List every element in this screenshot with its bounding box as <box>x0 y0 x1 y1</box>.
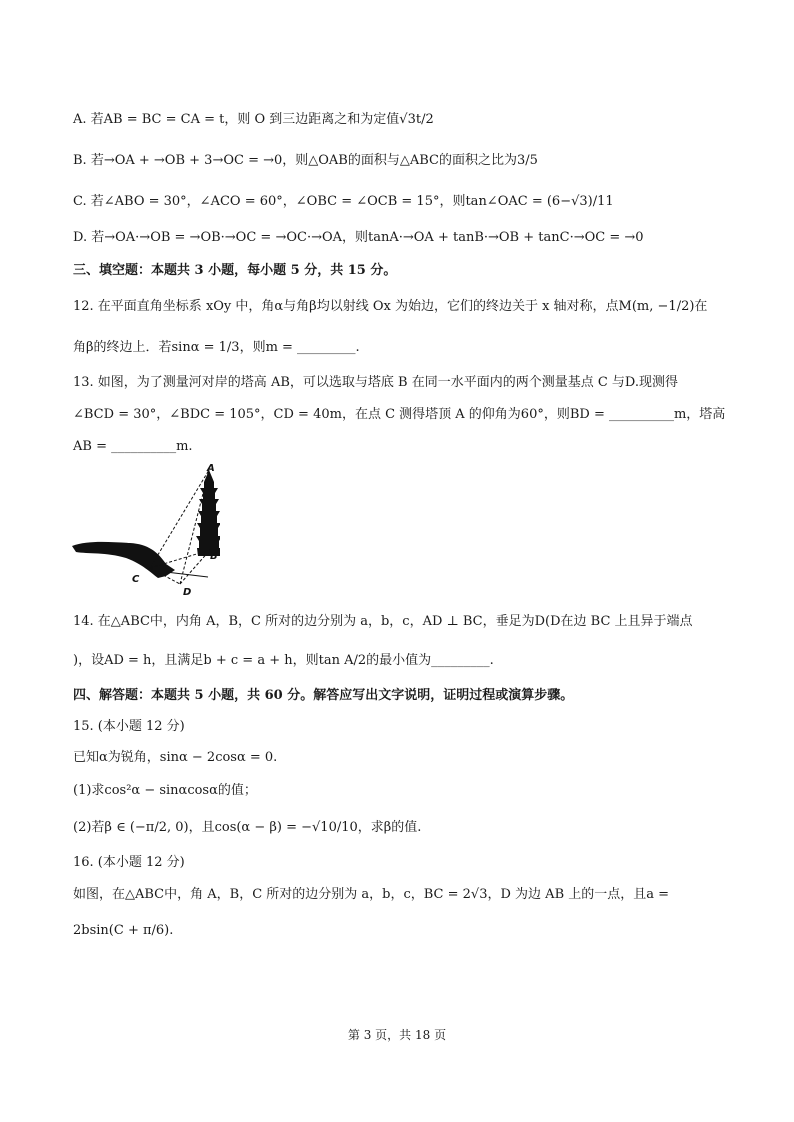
label-d: D <box>183 587 192 598</box>
section-3-heading: 三、填空题：本题共 3 小题，每小题 5 分，共 15 分。 <box>73 263 397 278</box>
option-a: A. 若AB = BC = CA = t，则 O 到三边距离之和为定值√3t/2 <box>73 112 434 127</box>
q13-line-3: AB = __________m. <box>73 439 193 454</box>
pagoda-tower <box>196 470 220 549</box>
q15-header: 15. (本小题 12 分) <box>73 719 185 734</box>
q12-line-2: 角β的终边上．若sinα = 1/3，则m = _________. <box>73 340 360 355</box>
page-footer: 第 3 页，共 18 页 <box>347 1028 447 1042</box>
q16-header: 16. (本小题 12 分) <box>73 855 185 870</box>
option-c: C. 若∠ABO = 30°，∠ACO = 60°，∠OBC = ∠OCB = 15°，则tan∠OAC = (6−√3)/11 <box>73 194 614 209</box>
label-c: C <box>132 574 140 585</box>
q12-line-1: 12. 在平面直角坐标系 xOy 中，角α与角β均以射线 Ox 为始边，它们的终边关于 x 轴对称，点M(m, −1/2)在 <box>73 299 708 314</box>
label-b: B <box>210 551 218 562</box>
tower-figure <box>70 460 220 600</box>
q13-line-1: 13. 如图，为了测量河对岸的塔高 AB，可以选取与塔底 B 在同一水平面内的两个测量基点 C 与D.现测得 <box>73 375 679 390</box>
option-b: B. 若→OA + →OB + 3→OC = →0，则△OAB的面积与△ABC的面积之比为3/5 <box>73 153 538 168</box>
q13-line-2: ∠BCD = 30°，∠BDC = 105°，CD = 40m，在点 C 测得塔顶 A 的仰角为60°，则BD = __________m，塔高 <box>73 407 726 422</box>
q16-line-1: 如图，在△ABC中，角 A，B，C 所对的边分别为 a，b，c，BC = 2√3，D 为边 AB 上的一点，且a = <box>73 887 670 902</box>
section-4-heading: 四、解答题：本题共 5 小题，共 60 分。解答应写出文字说明，证明过程或演算步骤。 <box>73 688 574 703</box>
option-d: D. 若→OA·→OB = →OB·→OC = →OC·→OA，则tanA·→OA + tanB·→OB + tanC·→OC = →0 <box>73 230 644 245</box>
q15-part-1: (1)求cos²α − sinαcosα的值； <box>73 783 257 798</box>
q15-part-2: (2)若β ∈ (−π/2, 0)，且cos(α − β) = −√10/10，求β的值. <box>73 820 422 835</box>
q14-line-1: 14. 在△ABC中，内角 A，B，C 所对的边分别为 a，b，c，AD ⊥ BC，垂足为D(D在边 BC 上且异于端点 <box>73 614 693 629</box>
q14-line-2: )，设AD = h，且满足b + c = a + h，则tan A/2的最小值为_________. <box>73 653 494 668</box>
label-a: A <box>207 463 215 474</box>
q16-line-2: 2bsin(C + π/6). <box>73 923 174 938</box>
q15-stem: 已知α为锐角，sinα − 2cosα = 0. <box>73 750 278 765</box>
